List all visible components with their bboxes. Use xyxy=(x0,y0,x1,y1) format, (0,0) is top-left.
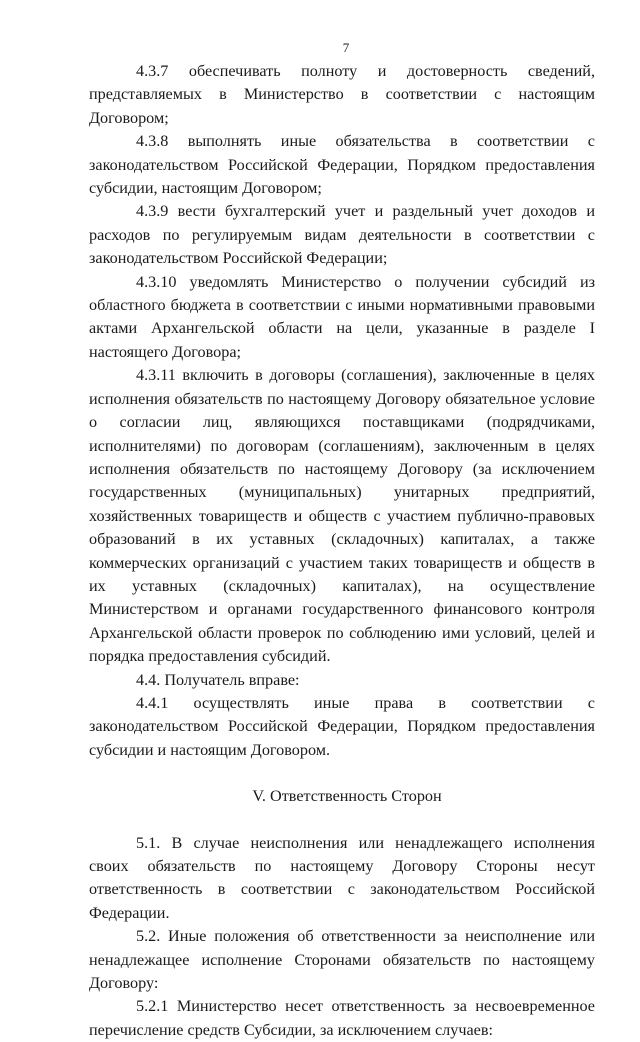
paragraph-4-3-7: 4.3.7 обеспечивать полноту и достоверность сведений, представляемых в Министерство в соответствии с настоящим Договором; xyxy=(89,62,595,127)
paragraph-4-3-10: 4.3.10 уведомлять Министерство о получении субсидий из областного бюджета в соответствии с иными нормативными правовыми актами Архангельской области на цели, указанные в разделе I настоящего Договора; xyxy=(89,272,595,361)
section-heading: V. Ответственность Сторон xyxy=(252,787,442,806)
paragraph-5-2-1: 5.2.1 Министерство несет ответственность за несвоевременное перечисление средств Субсидии, за исключением случаев: xyxy=(89,997,595,1039)
paragraph-4-3-11: 4.3.11 включить в договоры (соглашения), заключенные в целях исполнения обязательств по настоящему Договору обязательное условие о согласии лиц, являющихся поставщиками (подрядчиками, исполнителями) по договорам (соглашениям), заключенным в целях исполнения обязательств по настоящему Договору (за исключением государственных (муниципальных) унитарных предприятий, хозяйственных товариществ и обществ с участием публично-правовых образований в их уставных (складочных) капиталах, а также коммерческих организаций с участием таких товариществ и обществ в их уставных (складочных) капиталах), на осуществление Министерством и органами государственного финансового контроля Архангельской области проверок по соблюдению ими условий, целей и порядка предоставления субсидий. xyxy=(89,366,595,666)
paragraph-4-4-1: 4.4.1 осуществлять иные права в соответствии с законодательством Российской Федерации, Порядком предоставления субсидии и настоящим Договором. xyxy=(89,693,595,759)
spacer xyxy=(89,762,595,785)
paragraph-4-3-8: 4.3.8 выполнять иные обязательства в соответствии с законодательством Российской Федерации, Порядком предоставления субсидии, настоящим Договором; xyxy=(89,132,595,198)
paragraph-5-2: 5.2. Иные положения об ответственности за неисполнение или ненадлежащее исполнение Сторонами обязательств по настоящему Договору: xyxy=(89,927,595,993)
paragraph-4-3-9: 4.3.9 вести бухгалтерский учет и раздельный учет доходов и расходов по регулируемым видам деятельности в соответствии с законодательством Российской Федерации; xyxy=(89,202,595,268)
page-number: 7 xyxy=(342,40,350,55)
paragraph-5-1: 5.1. В случае неисполнения или ненадлежащего исполнения своих обязательств по настоящему Договору Стороны несут ответственность в соответствии с законодательством Российской Федерации. xyxy=(89,833,595,922)
spacer xyxy=(89,809,595,832)
paragraph-4-4: 4.4. Получатель вправе: xyxy=(136,670,300,689)
